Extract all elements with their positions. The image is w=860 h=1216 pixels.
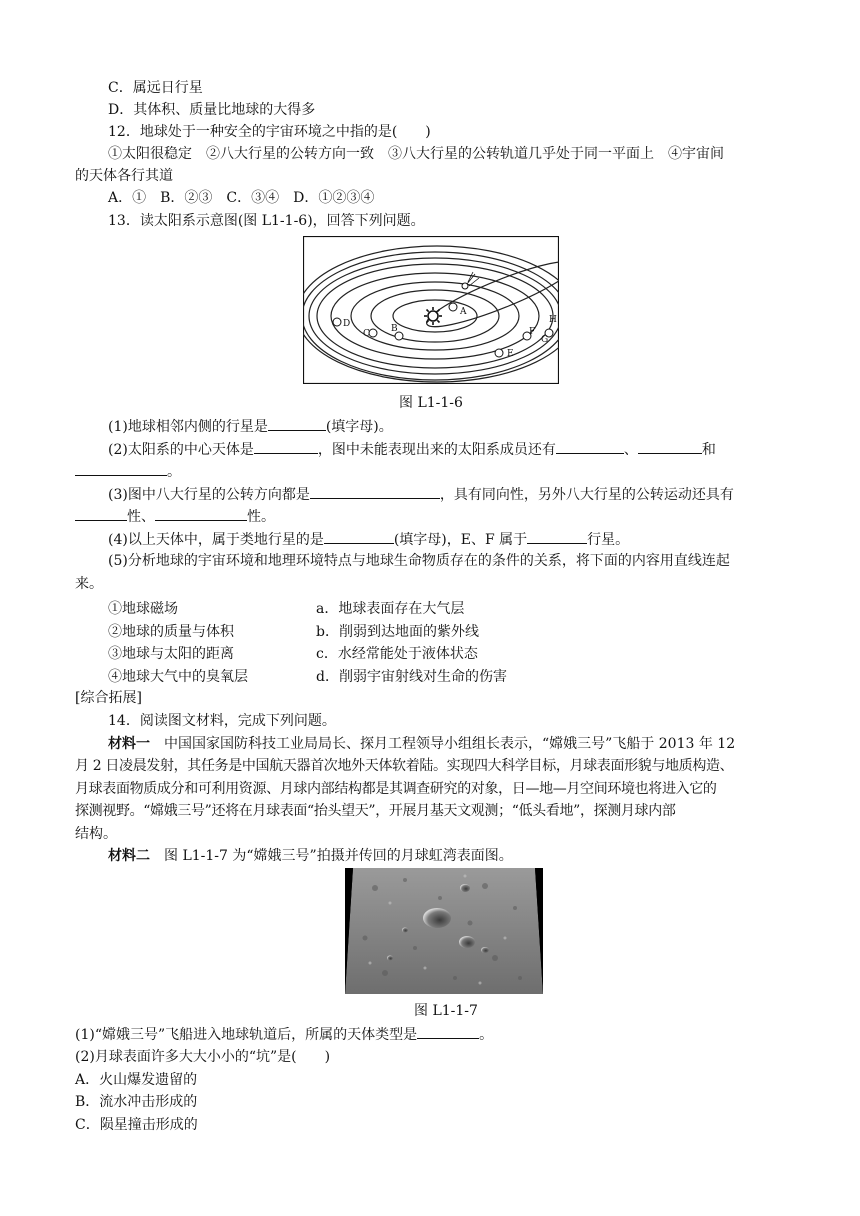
solar-system-diagram — [303, 236, 559, 384]
answer-blank — [310, 484, 440, 499]
label-c: C — [363, 329, 370, 339]
match-left-1: ①地球磁场 — [108, 601, 178, 617]
moon-surface-photo — [345, 868, 543, 994]
planet-d — [333, 318, 341, 326]
q13-part1: (1)地球相邻内侧的行星是 (填字母)。 — [108, 416, 393, 437]
material1-line5: 结构。 — [75, 826, 117, 842]
match-left-4: ④地球大气中的臭氧层 — [108, 669, 248, 685]
answer-blank — [527, 529, 587, 544]
crater-large — [423, 908, 451, 928]
planet-a — [449, 303, 457, 311]
material2-line: 材料二 图 L1-1-7 为“嫦娥三号”拍摄并传回的月球虹湾表面图。 — [108, 848, 513, 864]
crater-medium — [459, 936, 475, 948]
figure-caption-l1-1-6: 图 L1-1-6 — [399, 395, 463, 411]
sun-icon — [424, 307, 442, 325]
q14-part2-option-b: B．流水冲击形成的 — [75, 1094, 198, 1110]
q13-part5-line1: (5)分析地球的宇宙环境和地理环境特点与地球生命物质存在的条件的关系，将下面的内容用直线连起 — [108, 553, 730, 569]
match-right-d: d．削弱宇宙射线对生命的伤害 — [316, 669, 507, 685]
answer-blank — [324, 529, 394, 544]
q13-part5-line2: 来。 — [75, 576, 103, 592]
answer-blank — [254, 439, 318, 454]
q14-part2-option-c: C．陨星撞击形成的 — [75, 1117, 198, 1133]
match-left-2: ②地球的质量与体积 — [108, 624, 234, 640]
figure-caption-l1-1-7: 图 L1-1-7 — [414, 1003, 478, 1019]
match-right-c: c．水经常能处于液体状态 — [316, 646, 478, 662]
q13-part4: (4)以上天体中，属于类地行星的是 (填字母)，E、F 属于 行星。 — [108, 529, 629, 550]
q13-part3-line1: (3)图中八大行星的公转方向都是 ，具有同向性，另外八大行星的公转运动还具有 — [108, 484, 734, 505]
answer-blank — [638, 439, 702, 454]
q11-option-c: C．属远日行星 — [108, 80, 203, 96]
label-f: F — [529, 327, 536, 337]
q13-stem: 13．读太阳系示意图(图 L1-1-6)，回答下列问题。 — [108, 213, 425, 229]
q13-part2-line2: 。 — [75, 461, 181, 482]
q12-options-line2: 的天体各行其道 — [75, 168, 173, 184]
label-g: G — [541, 335, 549, 345]
answer-blank — [75, 506, 127, 521]
q14-part2-stem: (2)月球表面许多大大小小的“坑”是( ) — [75, 1049, 331, 1065]
planet-e — [495, 349, 503, 357]
label-d: D — [343, 319, 351, 329]
answer-blank — [417, 1024, 479, 1039]
material1-line4: 探测视野。“嫦娥三号”还将在月球表面“抬头望天”，开展月基天文观测；“低头看地”，探测月球内部 — [75, 803, 676, 819]
answer-blank — [268, 416, 326, 431]
q14-part1: (1)“嫦娥三号”飞船进入地球轨道后，所属的天体类型是 。 — [75, 1024, 493, 1045]
q13-part3-line2: 性、 性。 — [75, 506, 275, 527]
material1-line1: 材料一 中国国家国防科技工业局局长、探月工程领导小组组长表示，“嫦娥三号”飞船于 2013 年 12 — [108, 736, 736, 752]
label-e: E — [507, 349, 514, 359]
material1-line3: 月球表面物质成分和可利用资源、月球内部结构都是其调查研究的对象，日—地—月空间环境也将进入它的 — [75, 781, 717, 797]
q14-part2-option-a: A．火山爆发遗留的 — [75, 1072, 198, 1088]
match-left-3: ③地球与太阳的距离 — [108, 646, 234, 662]
q11-option-d: D．其体积、质量比地球的大得多 — [108, 102, 316, 118]
q12-choices: A．① B．②③ C．③④ D．①②③④ — [108, 190, 375, 206]
material1-line2: 月 2 日凌晨发射，其任务是中国航天器首次地外天体软着陆。实现四大科学目标，月球表面形貌与地质构造、 — [75, 758, 734, 774]
answer-blank — [75, 461, 167, 476]
label-h: H — [549, 315, 557, 325]
q12-stem: 12．地球处于一种安全的宇宙环境之中指的是( ) — [108, 124, 431, 140]
match-right-b: b．削弱到达地面的紫外线 — [316, 624, 479, 640]
q13-part2-line1: (2)太阳系的中心天体是 ，图中未能表现出来的太阳系成员还有 、 和 — [108, 439, 790, 460]
section-heading: [综合拓展] — [75, 690, 142, 706]
planet-c — [369, 329, 377, 337]
answer-blank — [556, 439, 624, 454]
match-right-a: a．地球表面存在大气层 — [316, 601, 465, 617]
q14-stem: 14．阅读图文材料，完成下列问题。 — [108, 713, 336, 729]
answer-blank — [155, 506, 247, 521]
label-b: B — [391, 324, 398, 334]
q12-options-line1: ①太阳很稳定 ②八大行星的公转方向一致 ③八大行星的公转轨道几乎处于同一平面上 ④宇宙间 — [108, 146, 724, 162]
label-a: A — [460, 307, 467, 317]
